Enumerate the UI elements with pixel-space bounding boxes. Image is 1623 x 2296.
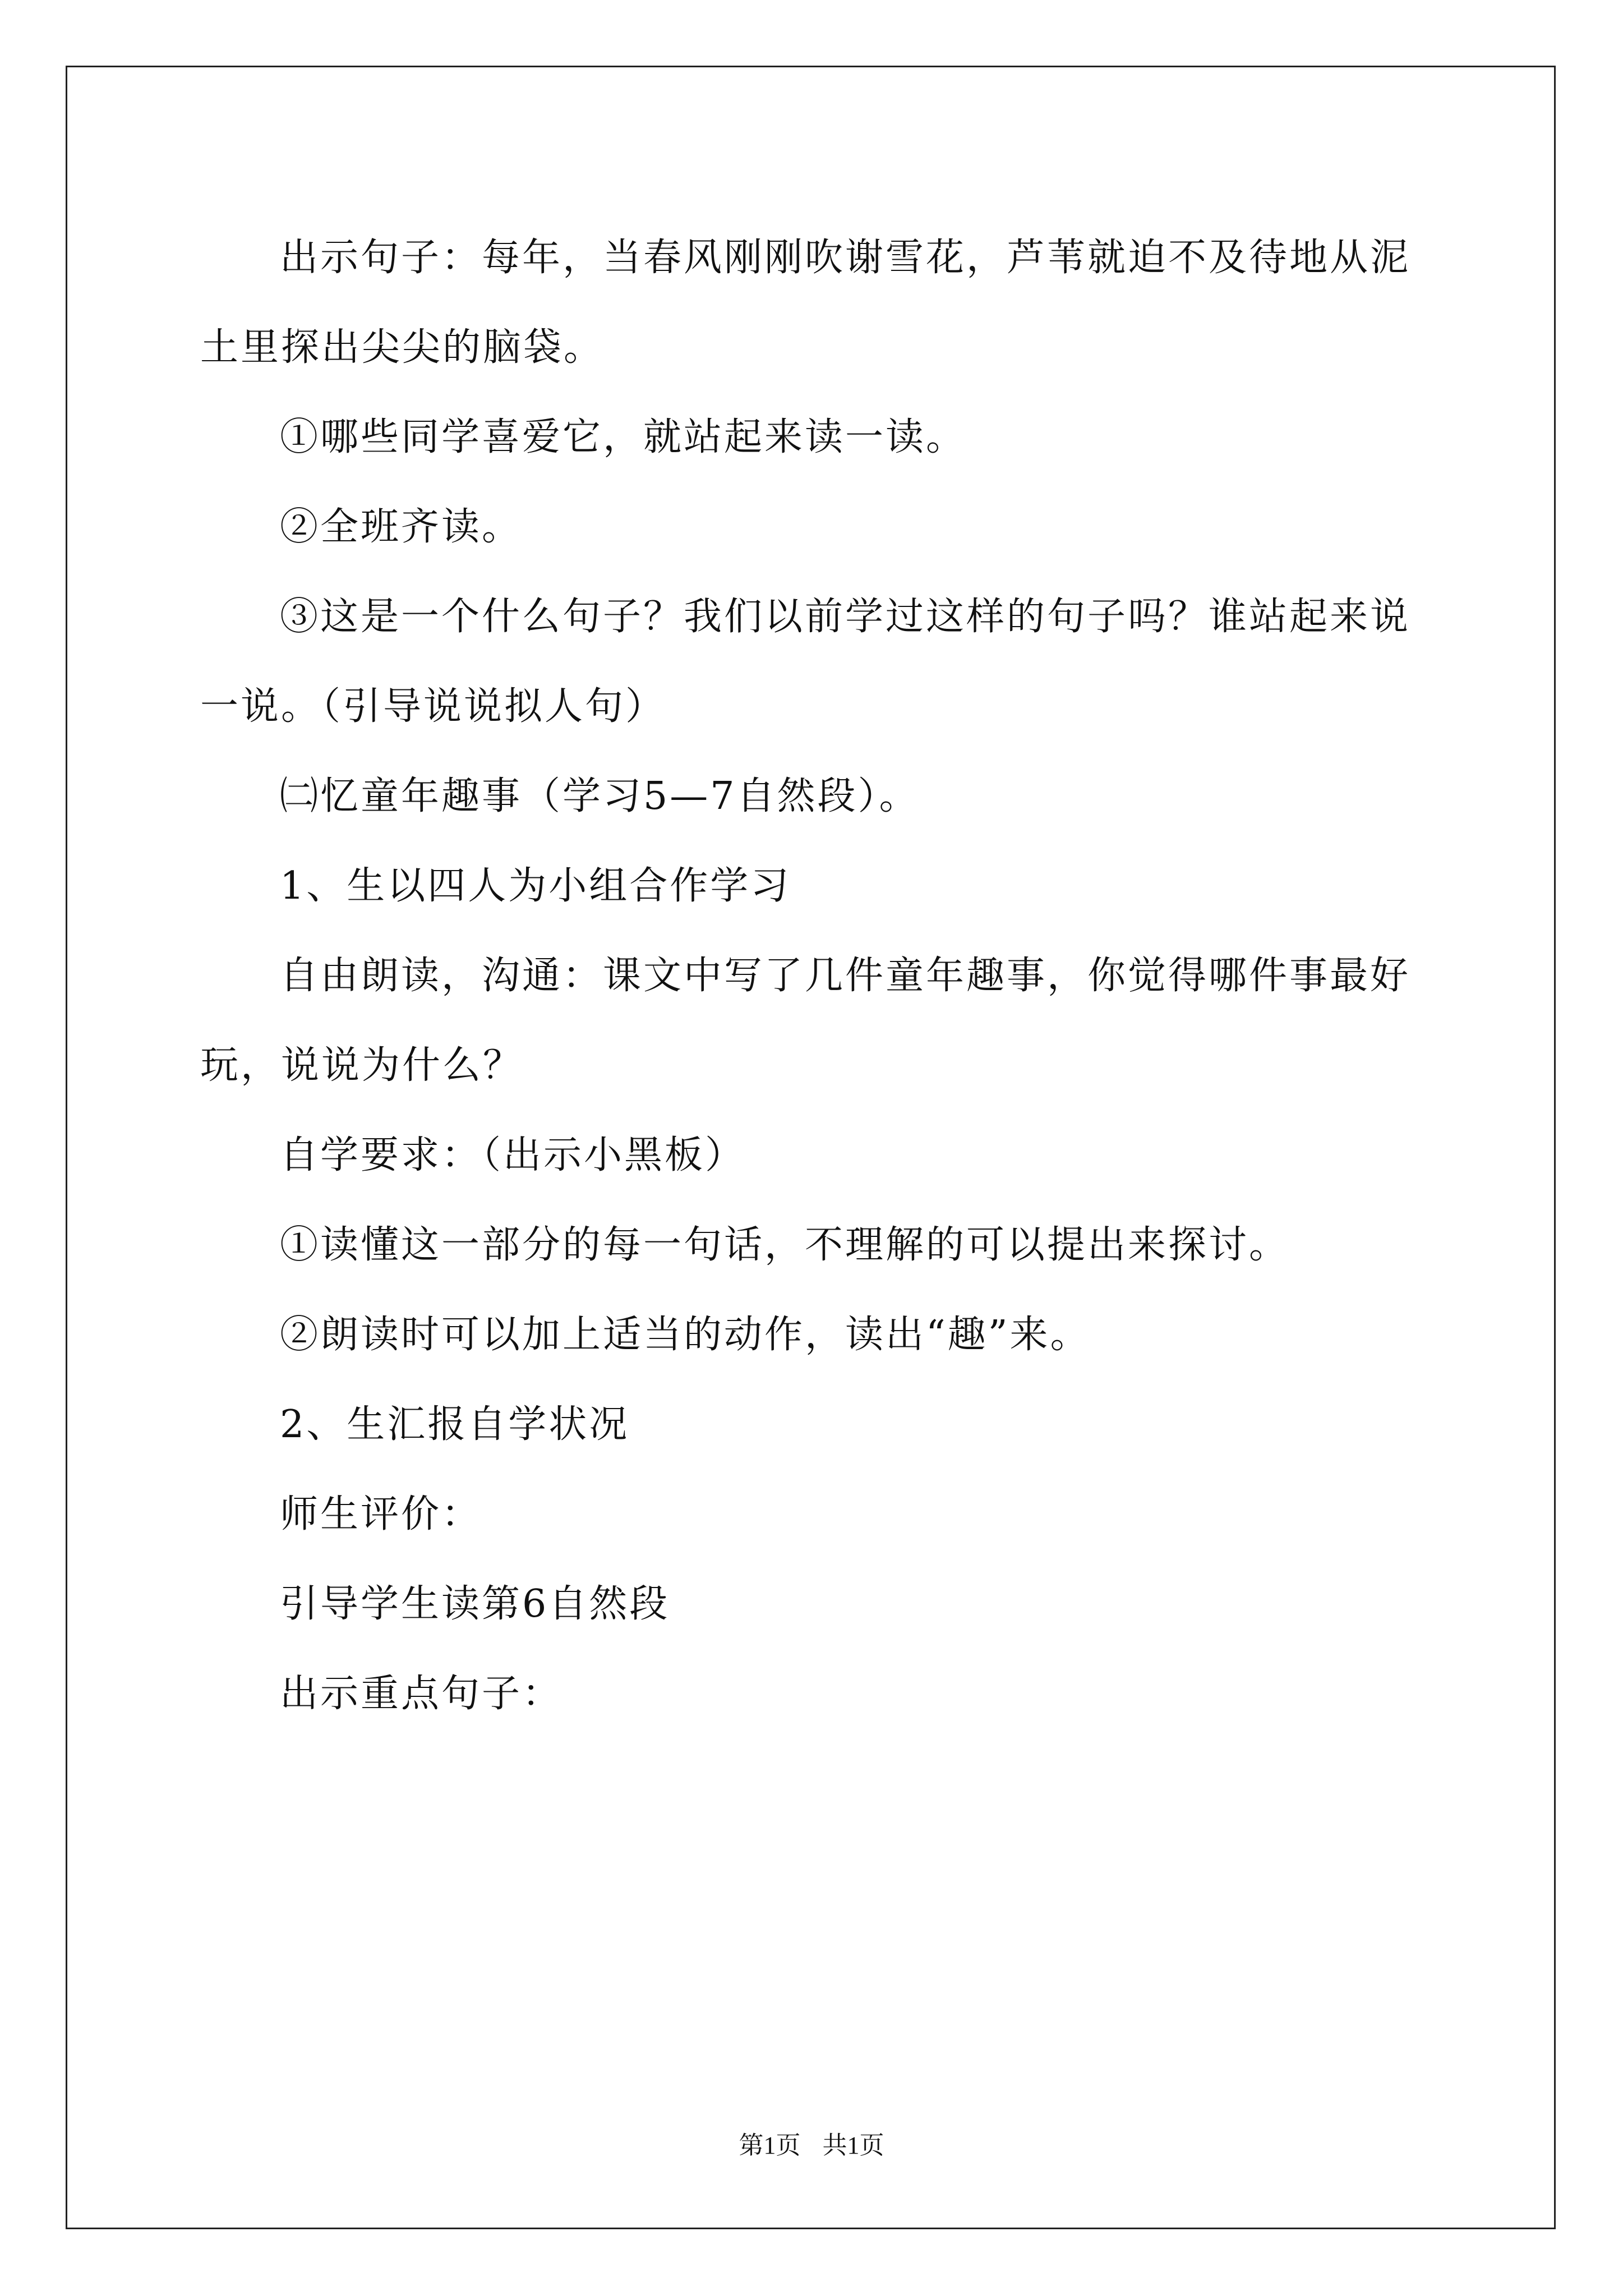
paragraph-1: 出示句子：每年，当春风刚刚吹谢雪花，芦苇就迫不及待地从泥土里探出尖尖的脑袋。 — [200, 236, 1411, 370]
document-body — [200, 213, 1434, 1739]
paragraph-14: 出示重点句子： — [280, 1672, 563, 1716]
page-footer — [0, 2125, 1623, 2161]
paragraph-13: 引导学生读第6自然段 — [280, 1582, 670, 1626]
paragraph-3: ②全班齐读。 — [280, 505, 523, 549]
paragraph-7: 自由朗读，沟通：课文中写了几件童年趣事，你觉得哪件事最好玩，说说为什么？ — [200, 954, 1411, 1088]
paragraph-10: ②朗读时可以加上适当的动作，读出“趣”来。 — [280, 1313, 1091, 1357]
page-number: 第1页 — [739, 2132, 801, 2159]
paragraph-8: 自学要求：（出示小黑板） — [280, 1133, 746, 1177]
paragraph-2: ①哪些同学喜爱它，就站起来读一读。 — [280, 415, 967, 459]
page-total: 共1页 — [822, 2132, 884, 2159]
paragraph-5: ㈡忆童年趣事（学习5—7自然段）。 — [280, 774, 920, 818]
paragraph-12: 师生评价： — [280, 1492, 482, 1536]
paragraph-6: 1、生以四人为小组合作学习 — [280, 864, 791, 908]
paragraph-11: 2、生汇报自学状况 — [280, 1402, 630, 1447]
paragraph-4: ③这是一个什么句子？我们以前学过这样的句子吗？谁站起来说一说。（引导说说拟人句） — [200, 595, 1411, 729]
paragraph-9: ①读懂这一部分的每一句话，不理解的可以提出来探讨。 — [280, 1223, 1290, 1267]
